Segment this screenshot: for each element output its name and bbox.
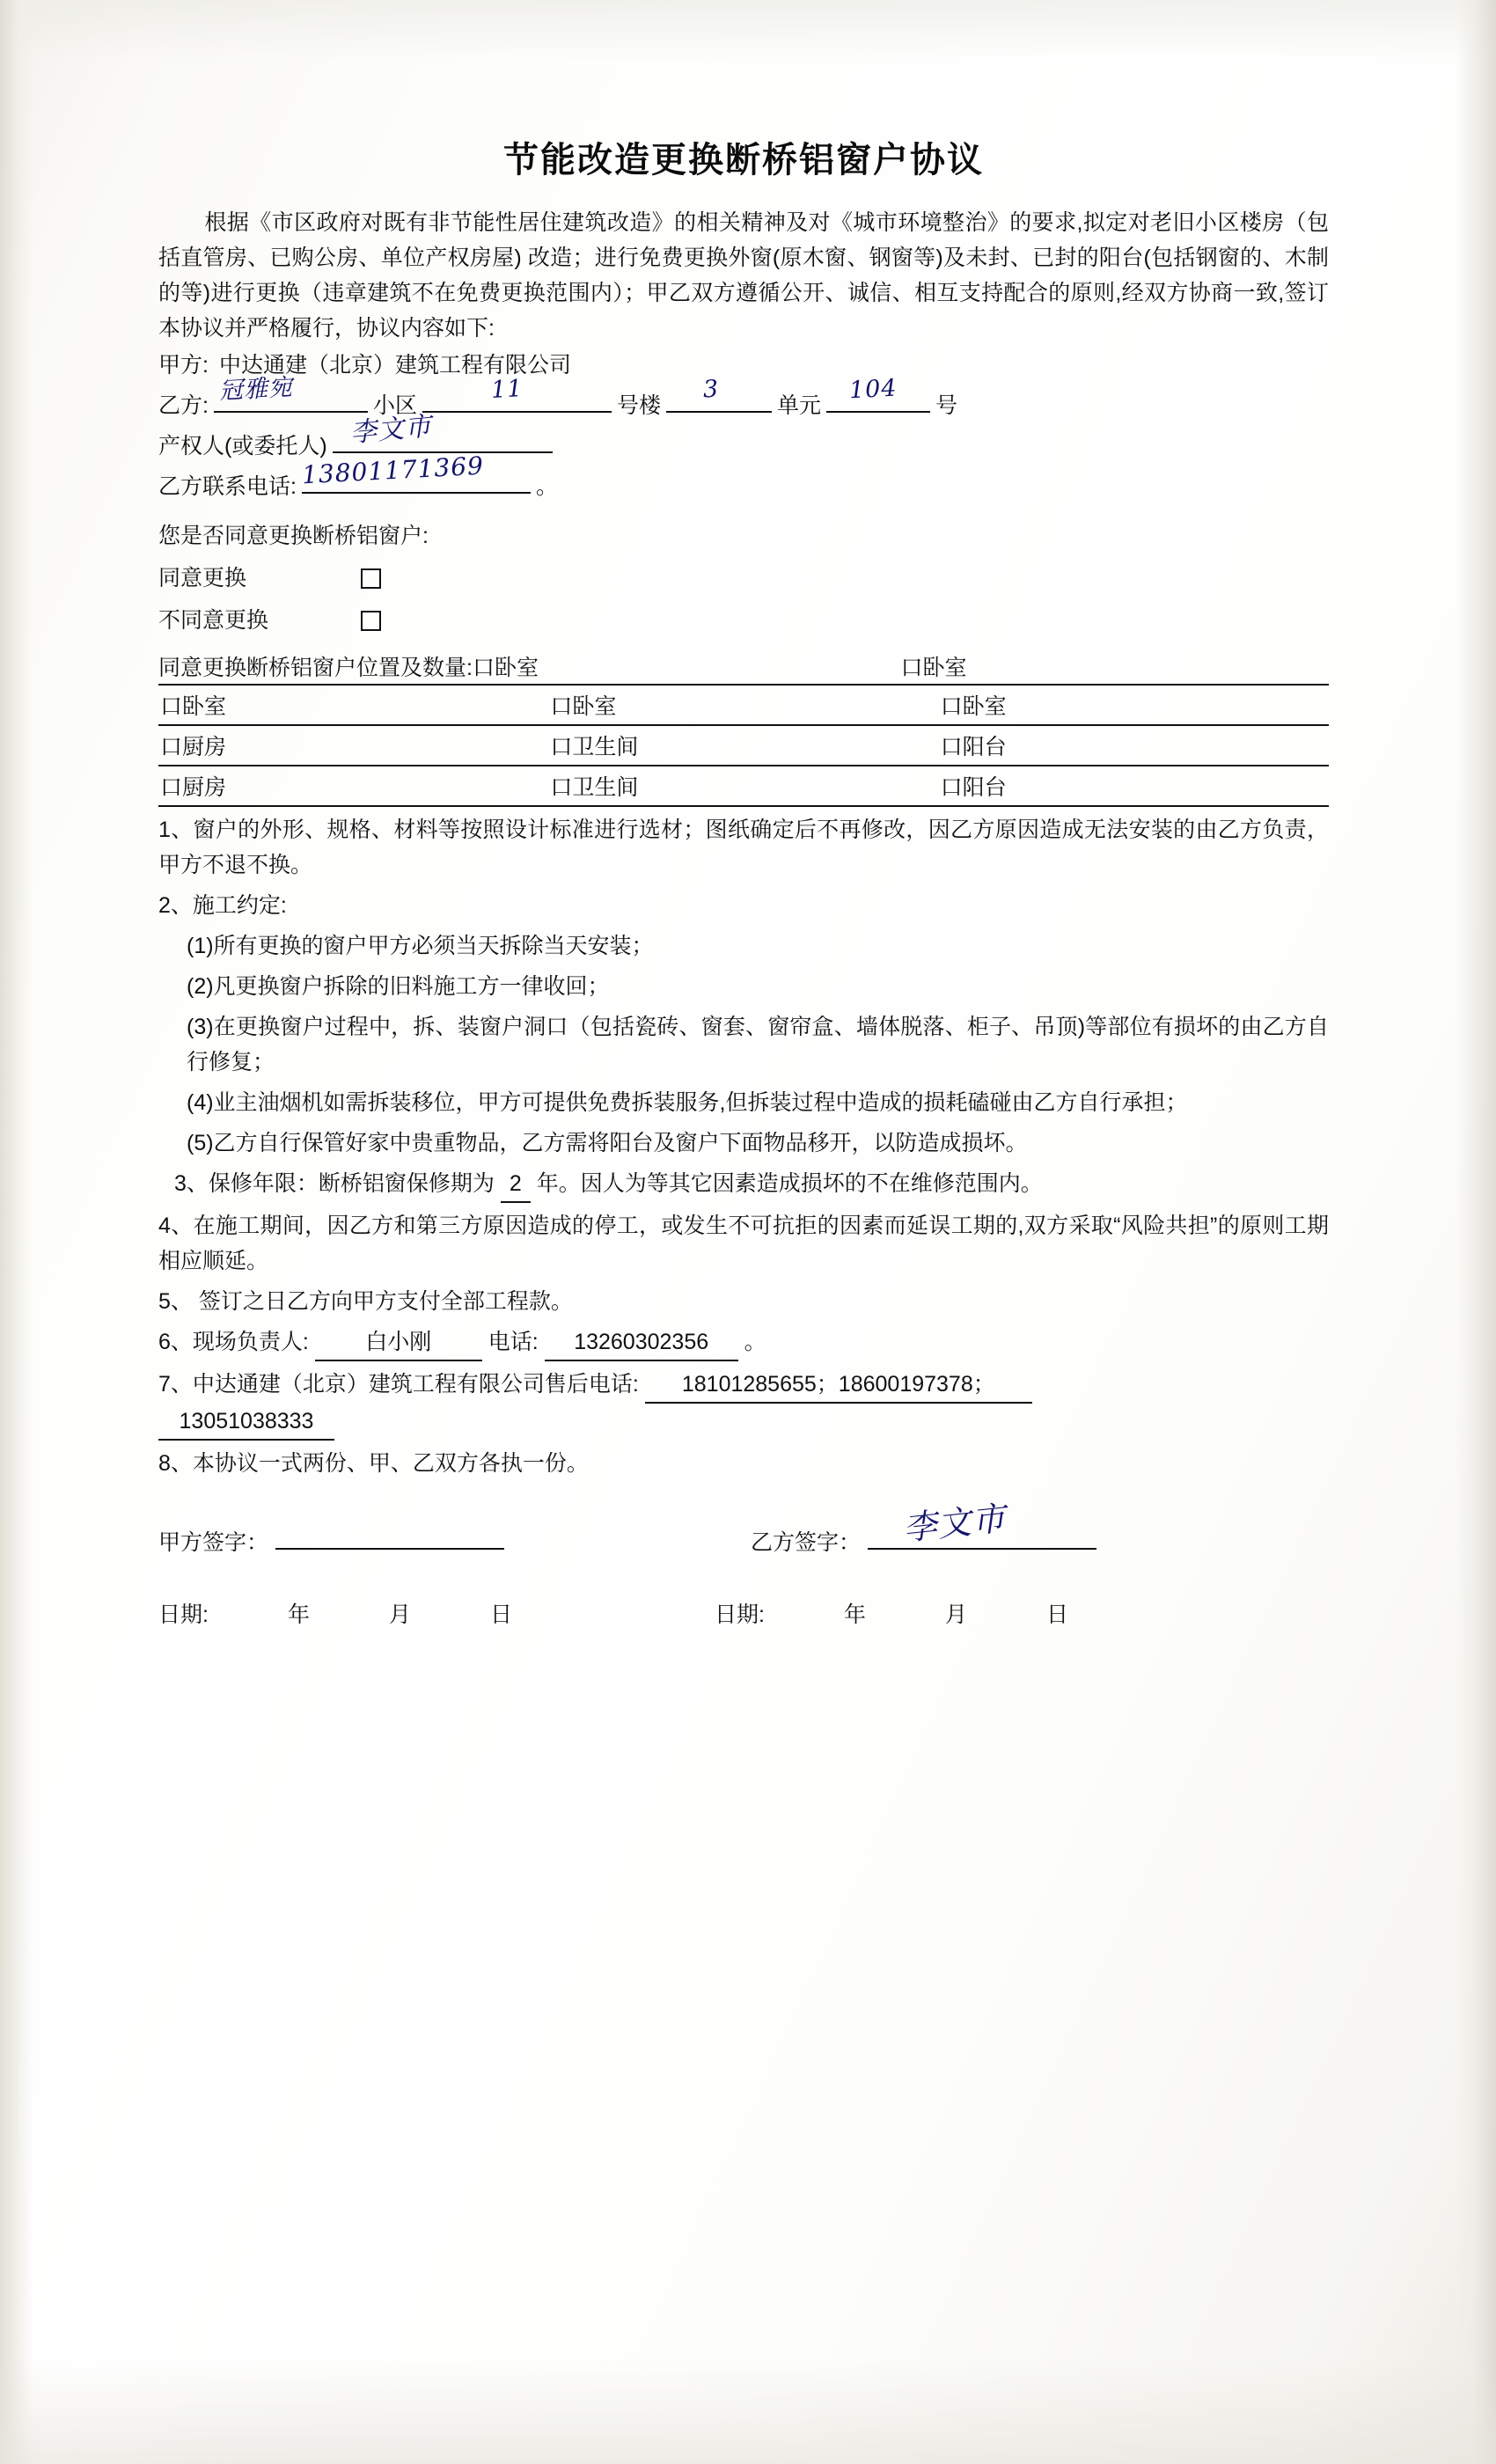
option-disagree-label: 不同意更换	[158, 608, 269, 633]
table-row	[158, 766, 1329, 806]
party-a-date-label: 日期:	[158, 1602, 209, 1627]
signature-row	[158, 1498, 1329, 1557]
party-b-date-day: 日	[1045, 1602, 1068, 1627]
party-a-signature-label: 甲方签字：	[158, 1530, 269, 1555]
aftersales-phones-1[interactable]: 18101285655；18600197378；	[645, 1367, 1032, 1404]
positions-header-row	[158, 650, 1329, 686]
clause-4: 4、在施工期间，因乙方和第三方原因造成的停工，或发生不可抗拒的因素而延误工期的,双方采取“风险共担”的原则工期相应顺延。	[158, 1214, 1329, 1273]
option-disagree-checkbox[interactable]	[361, 611, 381, 631]
agreement-document	[158, 132, 1329, 1629]
scan-shadow-top	[0, 0, 1496, 62]
building-field[interactable]	[422, 375, 612, 413]
site-manager-field[interactable]: 白小刚	[315, 1324, 482, 1361]
clause-1: 1、窗户的外形、规格、材料等按照设计标准进行选材；图纸确定后不再修改，因乙方原因造成无法安装的由乙方负责，甲方不退不换。	[158, 818, 1329, 877]
consent-question: 您是否同意更换断桥铝窗户:	[158, 524, 429, 548]
phone-row	[158, 451, 1329, 506]
room-cell-1-3[interactable]: 口卧室	[939, 686, 1329, 725]
clause-2-2: (2)凡更换窗户拆除的旧料施工方一律收回；	[187, 974, 610, 999]
clause-6	[158, 1324, 1329, 1361]
community-handwriting: 冠雅宛	[218, 373, 294, 406]
community-field[interactable]	[214, 373, 368, 413]
party-b-signature-field[interactable]	[868, 1498, 1096, 1550]
room-cell-1-2[interactable]: 口卧室	[548, 686, 938, 725]
clause-2: 2、施工约定:	[158, 893, 287, 918]
option-agree-label: 同意更换	[158, 566, 247, 590]
clause-6-mid: 电话:	[488, 1330, 539, 1354]
table-row	[158, 725, 1329, 766]
clause-7-prefix: 7、中达通建（北京）建筑工程有限公司售后电话:	[158, 1372, 639, 1397]
scan-shadow-bottom	[0, 2358, 1496, 2464]
party-b-date-block	[715, 1597, 1068, 1629]
room-cell-2-3[interactable]: 口阳台	[939, 725, 1329, 766]
party-a-date-day: 日	[489, 1602, 512, 1627]
unit-suffix: 单元	[776, 393, 821, 418]
warranty-suffix: 年。因人为等其它因素造成损坏的不在维修范围内。	[536, 1171, 1043, 1196]
party-b-date-year: 年	[843, 1602, 866, 1627]
party-b-signature-handwriting: 李文市	[901, 1498, 1008, 1548]
clause-2-5: (5)乙方自行保管好家中贵重物品，乙方需将阳台及窗户下面物品移开，以防造成损坏。	[187, 1131, 1028, 1155]
document-title: 节能改造更换断桥铝窗户协议	[503, 140, 984, 180]
phone-suffix: 。	[535, 474, 558, 499]
clause-5: 5、 签订之日乙方向甲方支付全部工程款。	[158, 1289, 573, 1314]
community-suffix: 小区	[372, 393, 417, 418]
room-cell-3-2[interactable]: 口卫生间	[548, 766, 938, 806]
room-cell-2-1[interactable]: 口厨房	[158, 725, 548, 766]
intro-text: 根据《市区政府对既有非节能性居住建筑改造》的相关精神及对《城市环境整治》的要求,拟定对老旧小区楼房（包括直管房、已购公房、单位产权房屋) 改造；进行免费更换外窗(原木窗、钢窗等)及未封、已封的阳台(包括钢窗的、木制的等)进行更换（违章建筑不在免费更换范围内）；甲乙双方遵循公开、诚信、相互支持配合的原则,经双方协商一致,签订本协议并严格履行，协议内容如下:	[158, 210, 1329, 341]
clause-2-4: (4)业主油烟机如需拆装移位，甲方可提供免费拆装服务,但拆装过程中造成的损耗磕碰由乙方自行承担；	[187, 1090, 1188, 1115]
party-b-date-label: 日期:	[715, 1602, 765, 1627]
positions-head-cell-1[interactable]: 口卧室	[472, 656, 539, 680]
party-a-label: 甲方:	[158, 353, 209, 378]
scan-shadow-right	[1456, 0, 1496, 2464]
clause-6-prefix: 6、现场负责人:	[158, 1330, 309, 1354]
party-a-date-block	[158, 1597, 512, 1629]
clause-2-1: (1)所有更换的窗户甲方必须当天拆除当天安装；	[187, 934, 654, 958]
warranty-prefix: 3、保修年限：断桥铝窗保修期为	[174, 1171, 495, 1196]
date-row	[158, 1597, 1329, 1629]
building-handwriting: 11	[490, 375, 524, 404]
clause-6-suffix: 。	[744, 1330, 766, 1354]
clause-8: 8、本协议一式两份、甲、乙双方各执一份。	[158, 1451, 589, 1476]
option-disagree-row[interactable]	[158, 599, 1329, 642]
warranty-years-field[interactable]: 2	[501, 1166, 531, 1203]
party-a-value: 中达通建（北京）建筑工程有限公司	[218, 353, 571, 378]
positions-head-cell-2[interactable]: 口卧室	[900, 656, 967, 680]
owner-handwriting: 李文市	[348, 411, 433, 449]
party-b-row	[158, 373, 1329, 425]
site-manager-phone-field[interactable]: 13260302356	[545, 1324, 738, 1361]
aftersales-phones-2[interactable]: 13051038333	[158, 1404, 334, 1441]
positions-table	[158, 686, 1329, 807]
signature-area	[158, 1498, 1329, 1629]
room-suffix: 号	[935, 393, 958, 418]
scan-shadow-left	[0, 0, 33, 2464]
party-a-row	[158, 346, 1329, 385]
option-agree-row[interactable]	[158, 557, 1329, 599]
party-a-date-year: 年	[287, 1602, 310, 1627]
party-b-signature-block	[751, 1498, 1096, 1557]
room-cell-3-1[interactable]: 口厨房	[158, 766, 548, 806]
room-cell-2-2[interactable]: 口卫生间	[548, 725, 938, 766]
party-b-label: 乙方:	[158, 393, 209, 418]
building-suffix: 号楼	[616, 393, 661, 418]
intro-paragraph	[158, 205, 1329, 346]
party-a-signature-block	[158, 1522, 504, 1557]
table-row	[158, 686, 1329, 725]
option-agree-checkbox[interactable]	[361, 568, 381, 589]
party-a-date-month: 月	[388, 1602, 411, 1627]
room-handwriting: 104	[848, 374, 898, 405]
unit-field[interactable]	[666, 375, 772, 413]
owner-label: 产权人(或委托人)	[158, 434, 327, 458]
clause-3	[158, 1166, 1329, 1203]
room-cell-1-1[interactable]: 口卧室	[158, 686, 548, 725]
phone-field[interactable]	[301, 451, 531, 494]
positions-label: 同意更换断桥铝窗户位置及数量:	[158, 656, 473, 680]
unit-handwriting: 3	[702, 375, 720, 404]
clause-2-3: (3)在更换窗户过程中，拆、装窗户洞口（包括瓷砖、窗套、窗帘盒、墙体脱落、柜子、吊顶)等部位有损坏的由乙方自行修复；	[187, 1015, 1329, 1074]
clause-7	[158, 1367, 1329, 1441]
party-b-signature-label: 乙方签字：	[751, 1530, 862, 1555]
room-field[interactable]	[826, 374, 930, 413]
room-cell-3-3[interactable]: 口阳台	[939, 766, 1329, 806]
party-a-signature-field[interactable]	[275, 1522, 504, 1550]
party-b-date-month: 月	[944, 1602, 967, 1627]
phone-label: 乙方联系电话:	[158, 474, 297, 499]
phone-handwriting: 13801171369	[301, 451, 485, 490]
